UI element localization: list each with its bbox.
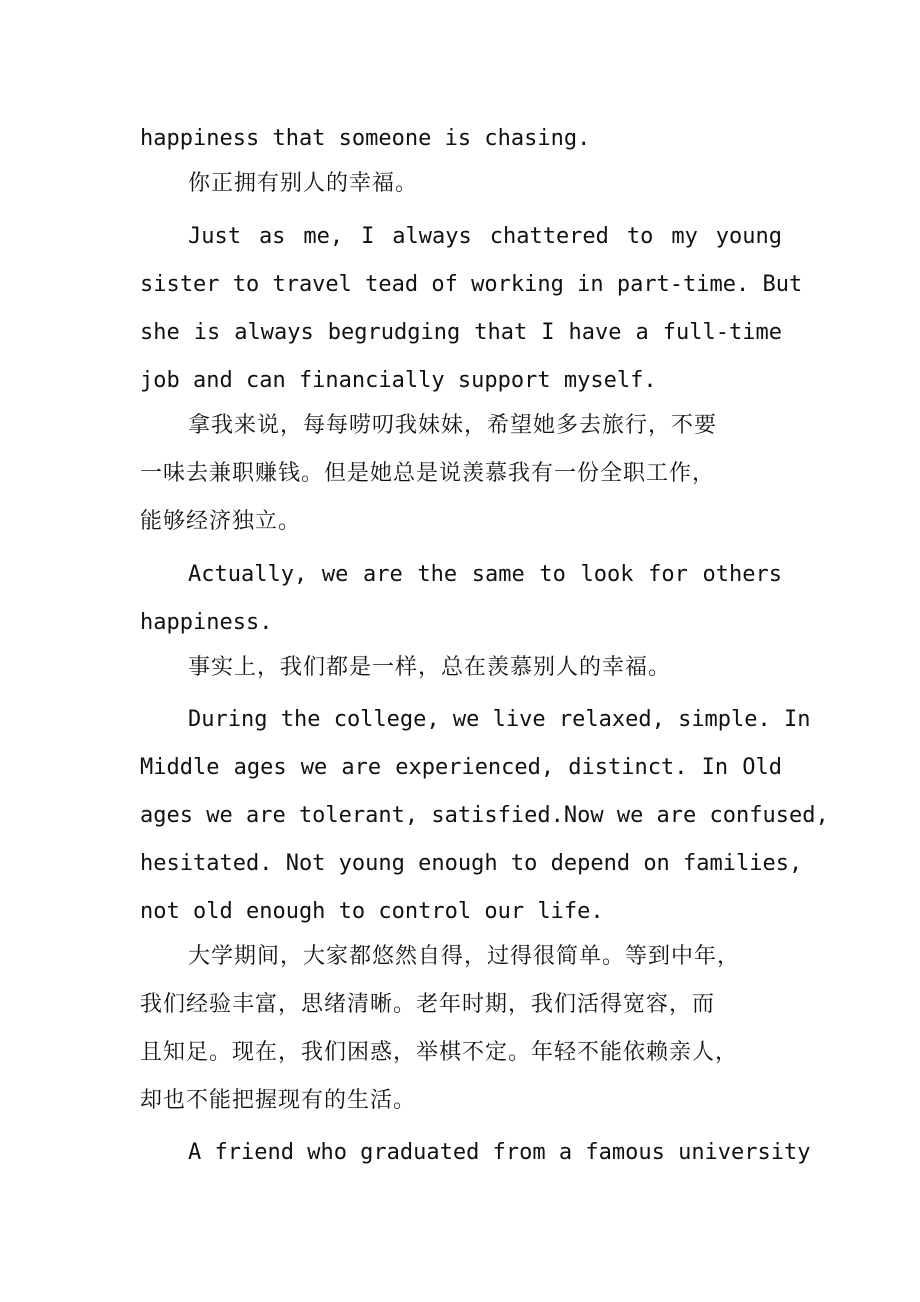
text-line: During the college, we live relaxed, simple. In bbox=[188, 707, 811, 732]
text-line-chinese: 一味去兼职赚钱。但是她总是说羡慕我有一份全职工作， bbox=[140, 461, 716, 486]
text-line: job and can financially support myself. bbox=[140, 368, 657, 393]
text-line-chinese: 我们经验丰富，思绪清晰。老年时期，我们活得宽容，而 bbox=[140, 992, 716, 1017]
text-line-chinese: 却也不能把握现有的生活。 bbox=[140, 1088, 417, 1113]
text-line-chinese: 你正拥有别人的幸福。 bbox=[188, 171, 419, 196]
text-line: hesitated. Not young enough to depend on families, bbox=[140, 851, 803, 876]
text-line: Just as me, I always chattered to my young bbox=[188, 224, 782, 249]
text-line: ages we are tolerant, satisfied.Now we are confused, bbox=[140, 803, 829, 828]
text-line: Middle ages we are experienced, distinct. In Old bbox=[140, 755, 782, 780]
text-line: sister to travel tead of working in part-time. But bbox=[140, 272, 803, 297]
text-line: she is always begrudging that I have a full-time bbox=[140, 320, 782, 345]
text-line-chinese: 能够经济独立。 bbox=[140, 509, 302, 534]
text-line-chinese: 拿我来说，每每唠叨我妹妹，希望她多去旅行，不要 bbox=[188, 413, 718, 438]
text-line: Actually, we are the same to look for others bbox=[188, 562, 782, 587]
text-line-chinese: 且知足。现在，我们困惑，举棋不定。年轻不能依赖亲人， bbox=[140, 1040, 739, 1065]
text-line: happiness that someone is chasing. bbox=[140, 126, 591, 151]
text-line-chinese: 大学期间，大家都悠然自得，过得很简单。等到中年， bbox=[188, 944, 741, 969]
text-line: A friend who graduated from a famous university bbox=[188, 1140, 811, 1165]
text-line-chinese: 事实上，我们都是一样，总在羡慕别人的幸福。 bbox=[188, 655, 672, 680]
text-line: happiness. bbox=[140, 610, 273, 635]
text-line: not old enough to control our life. bbox=[140, 899, 604, 924]
